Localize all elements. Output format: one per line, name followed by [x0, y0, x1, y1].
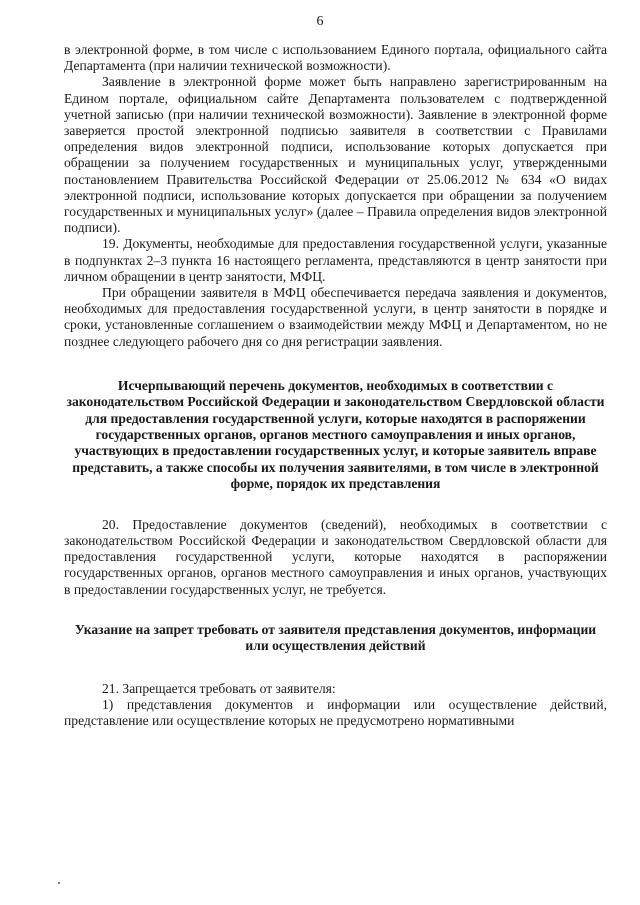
section-heading-documents-list: Исчерпывающий перечень документов, необходимых в соответствии с законодательством Российской Федерации и законодательством Свердловской области для предоставления государственной услуги, которые находятся в распоряжении государственных органов, органов местного самоуправления и иных органов, участвующих в предоставлении государственных услуг, и которые заявитель вправе представить, а также способы их получения заявителями, в том числе в электронной форме, порядок их представления: [66, 377, 605, 492]
document-body: [64, 42, 607, 729]
paragraph-continuation: в электронной форме, в том числе с использованием Единого портала, официального сайта Департамента (при наличии технической возможности).: [64, 42, 607, 74]
paragraph-20: 20. Предоставление документов (сведений), необходимых в соответствии с законодательством Российской Федерации и законодательством Свердловской области для предоставления государственной услуги, которые находятся в распоряжении государственных органов, органов местного самоуправления и иных органов, участвующих в предоставлении государственных услуг, не требуется.: [64, 516, 607, 597]
paragraph-electronic-application: Заявление в электронной форме может быть направлено зарегистрированным на Едином портале, официальном сайте Департамента пользователем с подтвержденной учетной записью (при наличии технической возможности). Заявление в электронной форме заверяется простой электронной подписью заявителя в соответствии с Правилами определения видов электронной подписи, использование которых допускается при обращении за получением государственных и муниципальных услуг, утвержденными постановлением Правительства Российской Федерации от 25.06.2012 № 634 «О видах электронной подписи, использование которых допускается при обращении за получением государственных и муниципальных услуг» (далее – Правила определения видов электронной подписи).: [64, 74, 607, 236]
page-number: 6: [316, 14, 324, 29]
paragraph-21-item-1: 1) представления документов и информации или осуществление действий, представление или осуществление которых не предусмотрено нормативными: [64, 696, 607, 728]
section-heading-prohibition: Указание на запрет требовать от заявителя представления документов, информации или осуществления действий: [74, 621, 597, 654]
paragraph-mfc: При обращении заявителя в МФЦ обеспечивается передача заявления и документов, необходимых для предоставления государственной услуги, в центр занятости в порядке и сроки, установленные соглашением о взаимодействии между МФЦ и Департаментом, но не позднее следующего рабочего дня со дня регистрации заявления.: [64, 285, 607, 349]
paragraph-21: 21. Запрещается требовать от заявителя:: [102, 680, 336, 696]
paragraph-19: 19. Документы, необходимые для предоставления государственной услуги, указанные в подпунктах 2–3 пункта 16 настоящего регламента, представляются в центр занятости при личном обращении в центр занятости, МФЦ.: [64, 236, 607, 284]
scan-speck: [58, 882, 60, 884]
